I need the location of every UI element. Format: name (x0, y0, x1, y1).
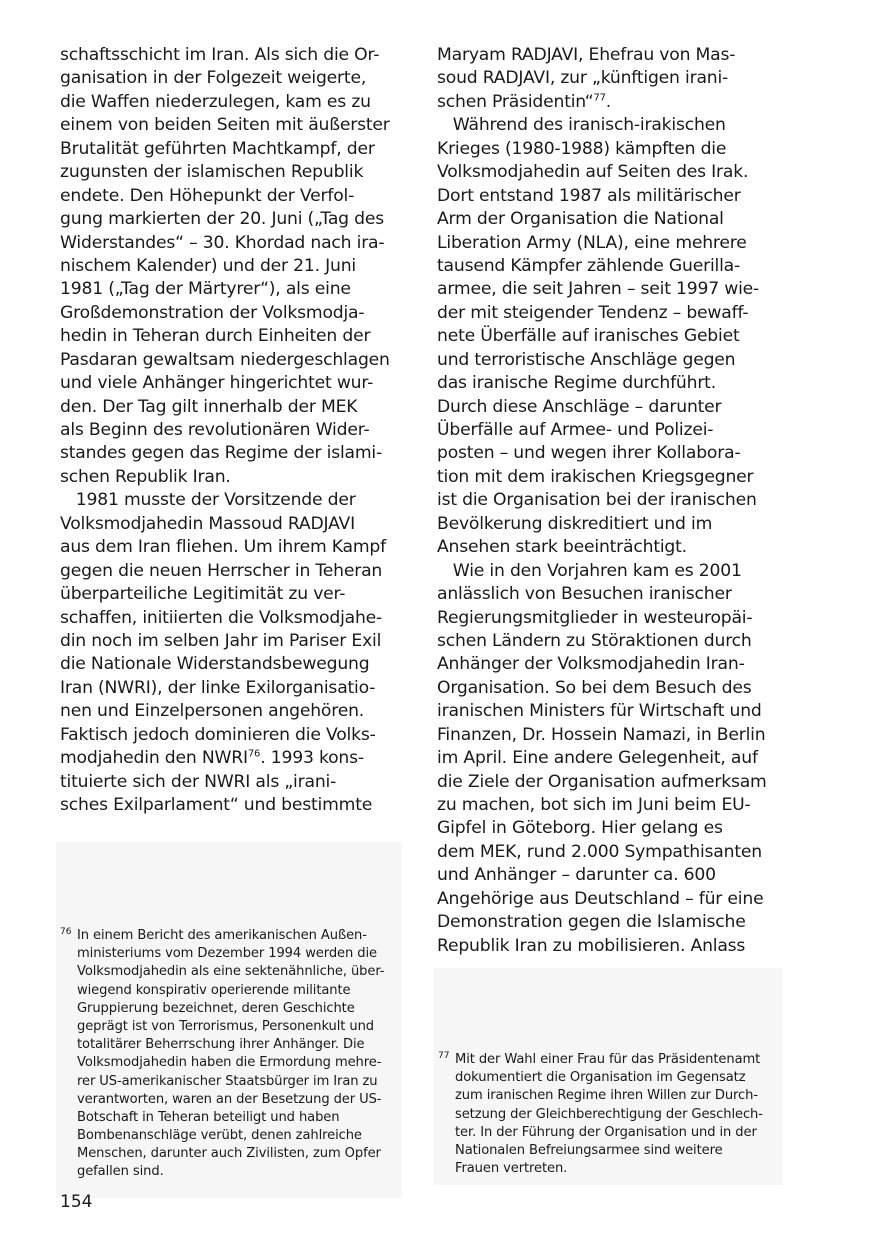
text-fragment: . 1993 kons- (260, 748, 364, 769)
text-line: Brutalität geführten Machtkampf, der (60, 138, 375, 159)
footnote-line: setzung der Gleichberechtigung der Geschlech- (455, 1106, 763, 1122)
footnote-number: 77 (438, 1051, 450, 1061)
text-line: hedin in Teheran durch Einheiten der (60, 326, 371, 347)
footnote-76 (60, 927, 402, 1182)
footnote-ref-77[interactable]: 77 (593, 92, 606, 104)
footnote-line: In einem Bericht des amerikanischen Außen- (77, 928, 367, 943)
text-line: 1981 („Tag der Märtyrer“), als eine (60, 279, 351, 300)
text-line: 1981 musste der Vorsitzende der (60, 490, 356, 511)
text-line: din noch im selben Jahr im Pariser Exil (60, 630, 382, 651)
text-line: Widerstandes“ – 30. Khordad nach ira- (60, 232, 385, 253)
footnote-line: Volksmodjahedin haben die Ermordung mehre- (77, 1055, 382, 1071)
text-line: zu machen, bot sich im Juni beim EU- (437, 795, 751, 815)
text-line: Ansehen stark beeinträchtigt. (437, 537, 687, 558)
text-line: Demonstration gegen die Islamische (437, 912, 746, 933)
text-line: soud RADJAVI, zur „künftigen irani- (437, 68, 729, 89)
text-line-with-footnote-ref (60, 747, 405, 770)
footnote-line: wiegend konspirativ operierende militante (77, 982, 351, 998)
text-line: den. Der Tag gilt innerhalb der MEK (60, 396, 358, 417)
footnote-line: Bombenanschläge verübt, denen zahlreiche (77, 1128, 362, 1144)
text-line: schaftsschicht im Iran. Als sich die Or- (60, 45, 380, 65)
text-line: tion mit dem irakischen Kriegsgegner (437, 466, 754, 487)
text-line: Angehörige aus Deutschland – für eine (437, 888, 764, 909)
text-line: schen Ländern zu Störaktionen durch (437, 630, 752, 651)
text-line: nete Überfälle auf iranisches Gebiet (437, 326, 740, 347)
text-line: schen Republik Iran. (60, 466, 231, 487)
text-line: Iran (NWRI), der linke Exilorganisatio- (60, 677, 376, 698)
footnote-line: Volksmodjahedin als eine sektenähnliche, über- (77, 964, 385, 980)
text-line: standes gegen das Regime der islami- (60, 443, 382, 464)
left-text-column (60, 44, 405, 817)
text-line: die Waffen niederzulegen, kam es zu (60, 91, 371, 112)
footnote-line: dokumentiert die Organisation im Gegensatz (455, 1070, 746, 1086)
text-line: Arm der Organisation die National (437, 209, 724, 230)
footnote-line: rer US-amerikanischer Staatsbürger im Iran zu (77, 1073, 378, 1089)
footnote-ref-76[interactable]: 76 (247, 748, 261, 760)
text-line: Finanzen, Dr. Hossein Namazi, in Berlin (437, 724, 766, 745)
text-fragment: schen Präsidentin“ (437, 91, 594, 112)
text-line: Organisation. So bei dem Besuch des (437, 677, 752, 698)
footnote-line: Nationalen Befreiungsarmee sind weitere (455, 1142, 723, 1158)
text-line: dem MEK, rund 2.000 Sympathisanten (437, 841, 762, 862)
text-line: Während des iranisch-irakischen (437, 115, 726, 136)
text-line: als Beginn des revolutionären Wider- (60, 420, 370, 440)
text-line-with-footnote-ref (437, 91, 783, 114)
footnote-line: verantworten, waren an der Besetzung der US- (77, 1091, 382, 1107)
text-line: Regierungsmitglieder in westeuropäi- (437, 607, 753, 628)
text-line: Volksmodjahedin auf Seiten des Irak. (437, 162, 749, 183)
page-number: 154 (60, 1192, 93, 1212)
footnote-line: Botschaft in Teheran beteiligt und haben (77, 1109, 340, 1125)
text-line: nen und Einzelpersonen angehören. (60, 701, 365, 722)
text-line: Anhänger der Volksmodjahedin Iran- (437, 654, 745, 675)
text-line: zugunsten der islamischen Republik (60, 162, 364, 183)
footnote-text (455, 1051, 783, 1178)
text-line: tausend Kämpfer zählende Guerilla- (437, 255, 741, 276)
text-line: Faktisch jedoch dominieren die Volks- (60, 724, 376, 745)
text-line: Republik Iran zu mobilisieren. Anlass (437, 935, 746, 956)
text-line: Liberation Army (NLA), eine mehrere (437, 232, 747, 253)
footnote-line: geprägt ist von Terrorismus, Personenkult und (77, 1018, 374, 1034)
text-line: die Ziele der Organisation aufmerksam (437, 771, 767, 792)
text-line: sches Exilparlament“ und bestimmte (60, 795, 373, 815)
text-line: Volksmodjahedin Massoud RADJAVI (60, 513, 355, 534)
text-line: und Anhänger – darunter ca. 600 (437, 865, 716, 886)
footnote-line: zum iranischen Regime ihren Willen zur Durch- (455, 1088, 758, 1104)
footnote-77 (438, 1051, 783, 1178)
text-line: iranischen Ministers für Wirtschaft und (437, 701, 762, 722)
text-line: Pasdaran gewaltsam niedergeschlagen (60, 349, 390, 370)
text-line: Durch diese Anschläge – darunter (437, 396, 722, 417)
text-line: und viele Anhänger hingerichtet wur- (60, 373, 374, 394)
text-line: gung markierten der 20. Juni („Tag des (60, 209, 384, 230)
text-line: Großdemonstration der Volksmodja- (60, 302, 365, 323)
text-line: einem von beiden Seiten mit äußerster (60, 115, 390, 136)
text-line: anlässlich von Besuchen iranischer (437, 584, 732, 605)
text-line: aus dem Iran fliehen. Um ihrem Kampf (60, 537, 386, 558)
footnote-number: 76 (60, 927, 72, 937)
text-line: gegen die neuen Herrscher in Teheran (60, 560, 383, 581)
footnote-line: Mit der Wahl einer Frau für das Präsidentenamt (455, 1052, 761, 1067)
footnote-line: ministeriums vom Dezember 1994 werden die (77, 946, 377, 962)
text-line: tituierte sich der NWRI als „irani- (60, 771, 337, 792)
footnote-line: Gruppierung bezeichnet, deren Geschichte (77, 1000, 355, 1016)
text-line: das iranische Regime durchführt. (437, 373, 716, 394)
text-line: Wie in den Vorjahren kam es 2001 (437, 560, 742, 581)
footnote-line: totalitärer Beherrschung ihrer Anhänger. Die (77, 1037, 365, 1053)
right-text-column (437, 44, 783, 958)
text-line: die Nationale Widerstandsbewegung (60, 654, 370, 675)
footnote-text (77, 927, 402, 1182)
text-line: Bevölkerung diskreditiert und im (437, 513, 713, 534)
footnote-line: ter. In der Führung der Organisation und in der (455, 1124, 757, 1140)
text-fragment: modjahedin den NWRI (60, 748, 248, 769)
text-fragment: . (605, 91, 612, 112)
text-line: und terroristische Anschläge gegen (437, 349, 736, 370)
text-line: posten – und wegen ihrer Kollabora- (437, 443, 741, 464)
text-line: Maryam RADJAVI, Ehefrau von Mas- (437, 45, 736, 65)
text-line: armee, die seit Jahren – seit 1997 wie- (437, 279, 760, 300)
text-line: Gipfel in Göteborg. Hier gelang es (437, 818, 723, 839)
footnote-line: gefallen sind. (77, 1164, 164, 1180)
text-line: nischem Kalender) und der 21. Juni (60, 255, 357, 276)
footnote-line: Frauen vertreten. (455, 1161, 568, 1177)
text-line: ganisation in der Folgezeit weigerte, (60, 68, 367, 89)
text-line: Dort entstand 1987 als militärischer (437, 185, 741, 206)
text-line: im April. Eine andere Gelegenheit, auf (437, 748, 758, 769)
footnote-line: Menschen, darunter auch Zivilisten, zum Opfer (77, 1146, 381, 1162)
text-line: Krieges (1980-1988) kämpften die (437, 138, 727, 159)
text-line: schaffen, initiierten die Volksmodjahe- (60, 607, 383, 628)
text-line: überparteiliche Legitimität zu ver- (60, 584, 346, 605)
text-line: Überfälle auf Armee- und Polizei- (437, 420, 714, 440)
text-line: der mit steigender Tendenz – bewaff- (437, 302, 749, 323)
text-line: endete. Den Höhepunkt der Verfol- (60, 185, 355, 206)
text-line: ist die Organisation bei der iranischen (437, 490, 757, 511)
